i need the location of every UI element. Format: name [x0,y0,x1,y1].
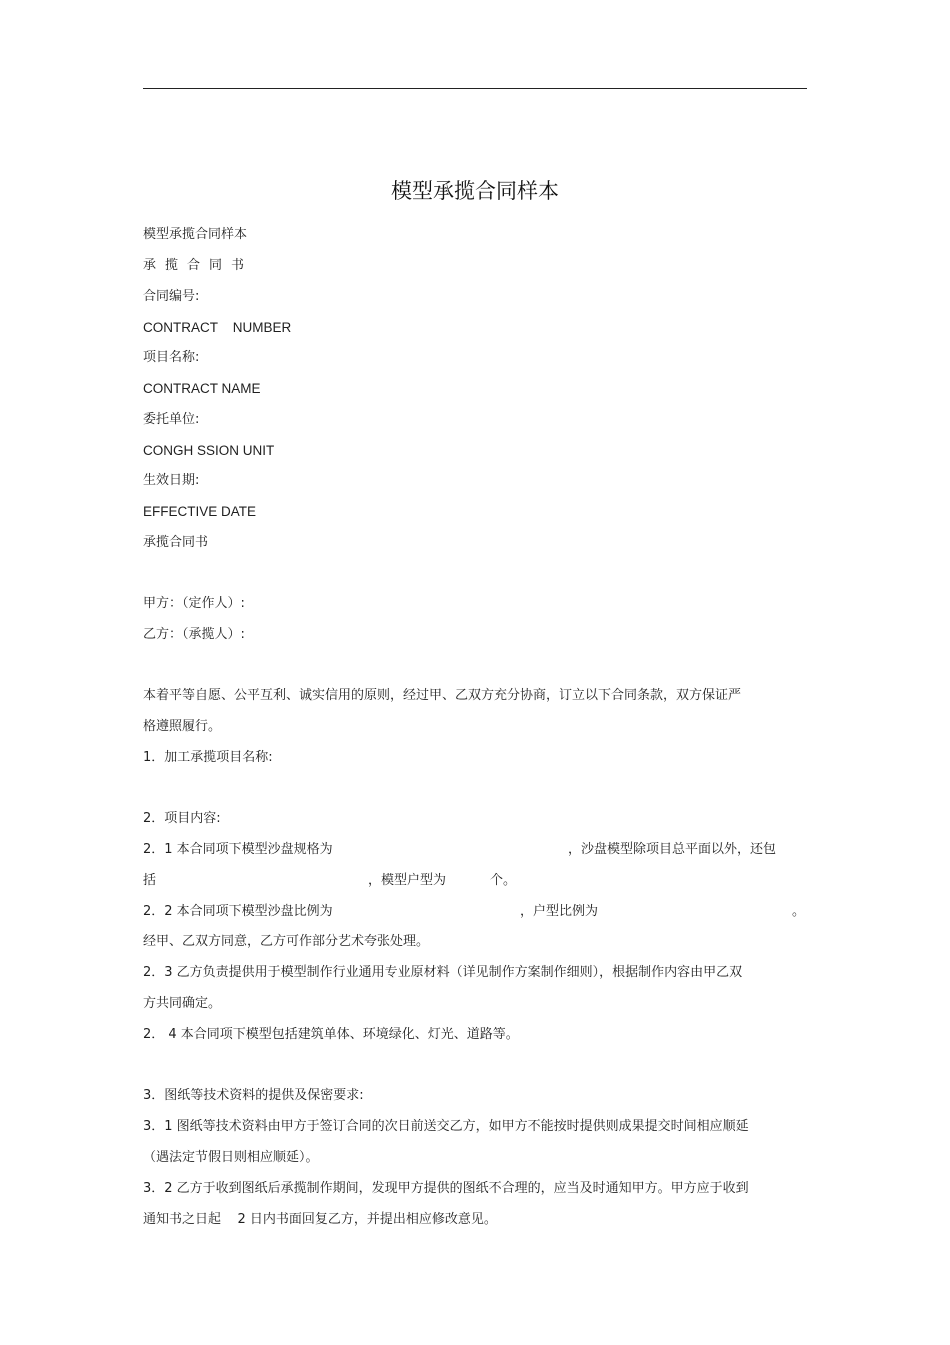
clause-2-1-part-b: ，沙盘模型除项目总平面以外，还包 [568,842,777,857]
document-title: 模型承揽合同样本 [391,179,559,203]
clause-2-1-part-e: 个。 [490,873,517,888]
project-name-label-en: CONTRACT NAME [143,381,261,396]
contract-number-label: 合同编号: [143,289,200,304]
header-rule [143,88,807,89]
clause-2-1-part-a: 2．1 本合同项下模型沙盘规格为 [143,842,333,857]
clause-2-1-part-c: 括 [143,873,157,888]
client-unit-label: 委托单位: [143,412,200,427]
subtitle-line: 模型承揽合同样本 [143,227,248,242]
project-name-label: 项目名称: [143,350,200,365]
clause-2-2-part-a: 2．2 本合同项下模型沙盘比例为 [143,904,333,919]
preamble-line-2: 格遵照履行。 [143,719,222,734]
contract-number-label-en: CONTRACT NUMBER [143,320,292,335]
clause-2-1-part-d: ，模型户型为 [368,873,447,888]
clause-2-3-line-2: 方共同确定。 [143,996,222,1011]
clause-2-4: 2． 4 本合同项下模型包括建筑单体、环境绿化、灯光、道路等。 [143,1027,519,1042]
contract-book-heading: 承揽合同书 [143,258,254,273]
clause-3-1-line-1: 3．1 图纸等技术资料由甲方于签订合同的次日前送交乙方，如甲方不能按时提供则成果提交时间相应顺延 [143,1119,749,1134]
clause-3-2-line-2: 通知书之日起 2 日内书面回复乙方，并提出相应修改意见。 [143,1212,497,1227]
section-2-heading: 2．项目内容: [143,811,221,826]
clause-2-3-line-1: 2．3 乙方负责提供用于模型制作行业通用专业原材料（详见制作方案制作细则），根据制作内容由甲乙双 [143,965,743,980]
section-1-heading: 1．加工承揽项目名称: [143,750,273,765]
effective-date-label-en: EFFECTIVE DATE [143,504,257,519]
effective-date-label: 生效日期: [143,473,200,488]
clause-2-2-part-c: 。 [792,904,806,919]
contract-book-label: 承揽合同书 [143,535,209,550]
clause-2-2-part-d: 经甲、乙双方同意，乙方可作部分艺术夸张处理。 [143,934,430,949]
section-3-heading: 3．图纸等技术资料的提供及保密要求: [143,1088,364,1103]
preamble-line-1: 本着平等自愿、公平互利、诚实信用的原则，经过甲、乙双方充分协商，订立以下合同条款，双方保证严 [143,688,742,703]
party-a-line: 甲方：（定作人）: [143,596,245,611]
clause-3-2-line-1: 3．2 乙方于收到图纸后承揽制作期间，发现甲方提供的图纸不合理的，应当及时通知甲方。甲方应于收到 [143,1181,749,1196]
clause-2-2-part-b: ，户型比例为 [520,904,599,919]
party-b-line: 乙方：（承揽人）: [143,627,245,642]
client-unit-label-en: CONGH SSION UNIT [143,443,275,458]
clause-3-1-line-2: （遇法定节假日则相应顺延）。 [143,1150,319,1165]
